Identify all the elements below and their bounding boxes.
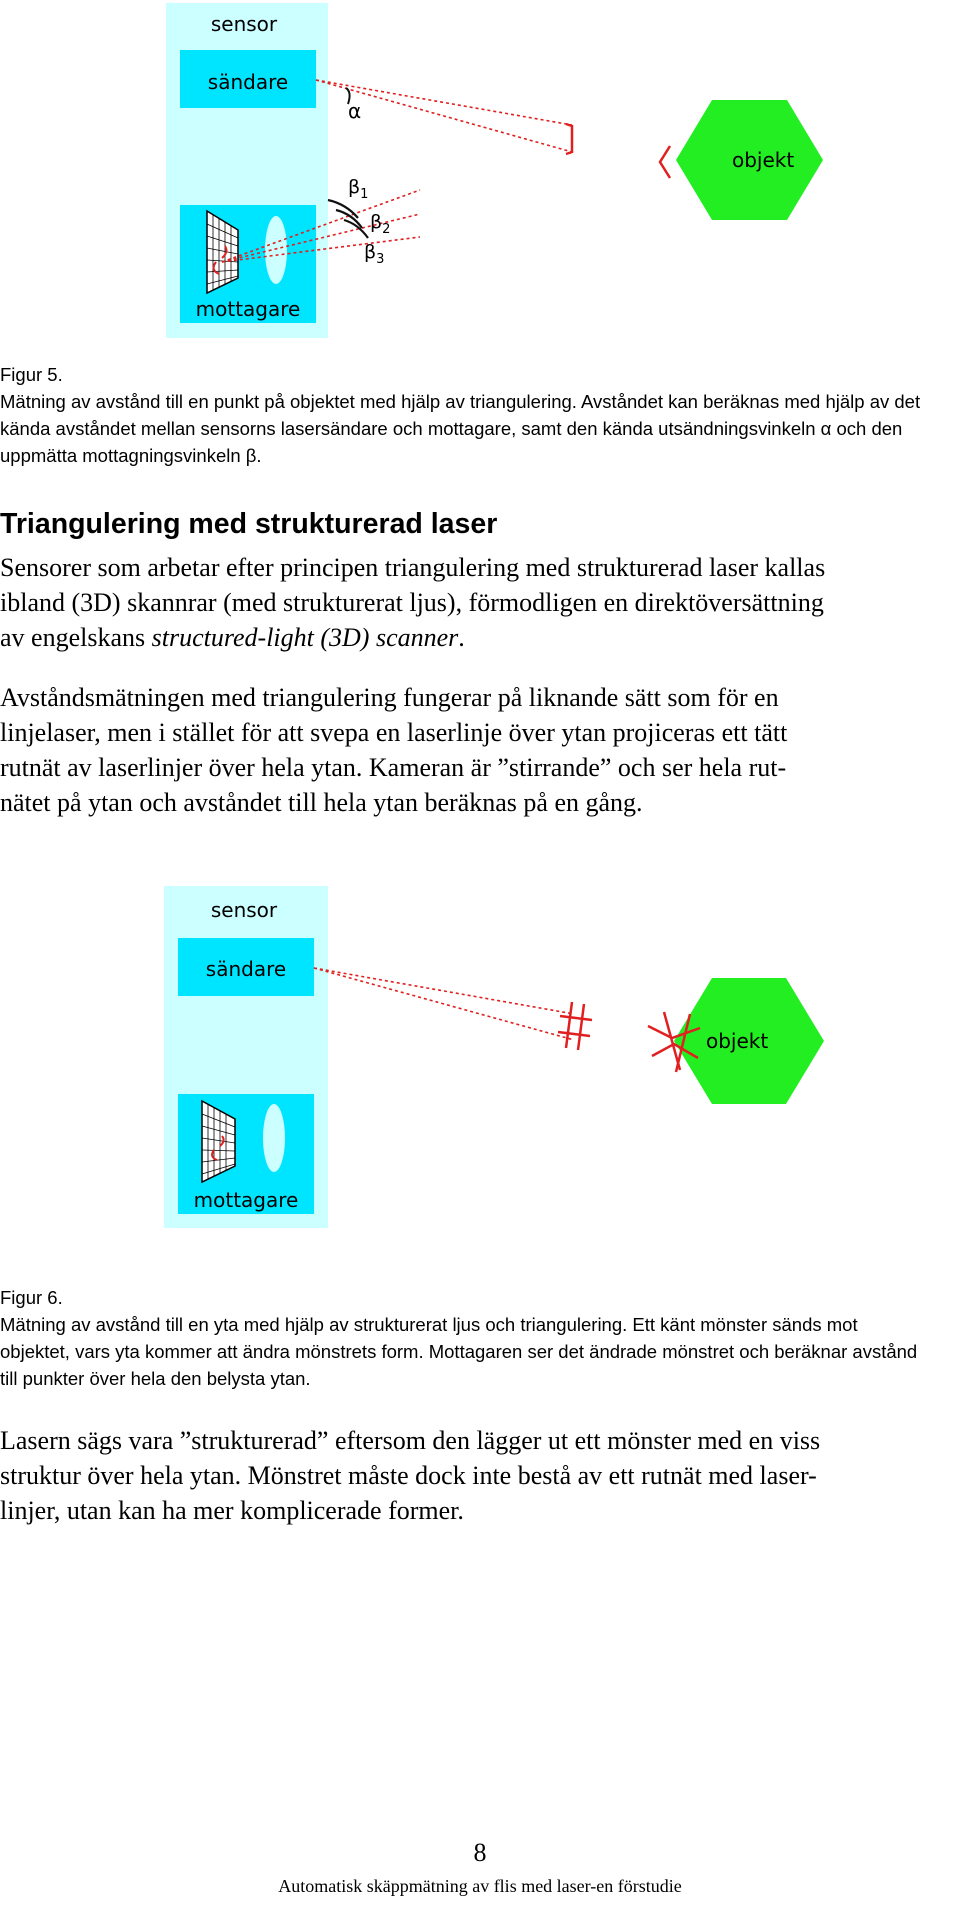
- beta3-label: $\beta_3$: [364, 241, 385, 267]
- lens: [265, 216, 287, 284]
- section-heading: Triangulering med strukturerad laser: [0, 508, 498, 540]
- sensor-label: sensor: [210, 898, 278, 922]
- paragraph-1: [0, 550, 960, 655]
- figure-5-caption-line: uppmätta mottagningsvinkeln β.: [0, 445, 262, 466]
- figure-5-number: Figur 5.: [0, 364, 63, 385]
- figure-5-diagram: [0, 0, 960, 360]
- paragraph-line: linjer, utan kan ha mer komplicerade former.: [0, 1496, 464, 1525]
- figure-5-caption-line: Mätning av avstånd till en punkt på objektet med hjälp av triangulering. Avståndet kan beräknas med hjälp av det: [0, 391, 921, 412]
- paragraph-line: Lasern sägs vara ”strukturerad” eftersom den lägger ut ett mönster med en viss: [0, 1426, 821, 1455]
- paragraph-line: struktur över hela ytan. Mönstret måste dock inte bestå av ett rutnät med laser-: [0, 1461, 817, 1490]
- beam-marker: [566, 124, 572, 154]
- figure-6-diagram: [0, 880, 960, 1230]
- paragraph-line: rutnät av laserlinjer över hela ytan. Kameran är ”stirrande” och ser hela rut-: [0, 753, 787, 782]
- paragraph-line: av engelskans structured-light (3D) scanner.: [0, 623, 465, 652]
- page-number: 8: [473, 1838, 487, 1867]
- figure-6-number: Figur 6.: [0, 1287, 63, 1308]
- paragraph-2: [0, 680, 960, 820]
- paragraph-line: Sensorer som arbetar efter principen triangulering med strukturerad laser kallas: [0, 553, 826, 582]
- emitted-beam: [314, 968, 574, 1040]
- mottagare-label: mottagare: [193, 1188, 299, 1212]
- sandare-label: sändare: [207, 70, 289, 94]
- figure-5-caption-line: kända avståndet mellan sensorns lasersändare och mottagare, samt den kända utsändningsvinkeln α och den: [0, 418, 903, 439]
- sandare-label: sändare: [205, 957, 287, 981]
- paragraph-line: linjelaser, men i stället för att svepa en laserlinje över ytan projiceras ett tätt: [0, 718, 788, 747]
- paragraph-line: ibland (3D) skannrar (med strukturerat ljus), förmodligen en direktöversättning: [0, 588, 824, 617]
- beta-arcs: [328, 200, 368, 238]
- beta1-label: $\beta_1$: [348, 176, 369, 202]
- figure-6-caption-line: objektet, vars yta kommer att ändra mönstrets form. Mottagaren ser det ändrade mönstret och beräknar avstånd: [0, 1341, 918, 1362]
- paragraph-line: Avståndsmätningen med triangulering fungerar på liknande sätt som för en: [0, 683, 779, 712]
- figure-6-caption-line: Mätning av avstånd till en yta med hjälp av strukturerat ljus och triangulering. Ett känt mönster sänds mot: [0, 1314, 858, 1335]
- object-label: objekt: [732, 148, 795, 172]
- emphasis-term: structured-light (3D) scanner: [151, 623, 459, 652]
- paragraph-line: nätet på ytan och avståndet till hela ytan beräknas på en gång.: [0, 788, 643, 817]
- lens: [263, 1104, 285, 1172]
- closing-paragraph: [0, 1423, 960, 1528]
- running-title: Automatisk skäppmätning av flis med laser-en förstudie: [278, 1876, 682, 1896]
- pattern-grid-marker: [558, 1002, 592, 1050]
- beta2-label: $\beta_2$: [370, 211, 391, 237]
- figure-6-caption-line: till punkter över hela den belysta ytan.: [0, 1368, 311, 1389]
- sensor-label: sensor: [210, 12, 278, 36]
- object-label: objekt: [706, 1029, 769, 1053]
- object-laser-mark: [660, 146, 670, 178]
- figure-5-caption: [0, 361, 960, 469]
- figure-6-caption: [0, 1284, 960, 1392]
- mottagare-label: mottagare: [195, 297, 301, 321]
- alpha-label: α: [348, 99, 362, 123]
